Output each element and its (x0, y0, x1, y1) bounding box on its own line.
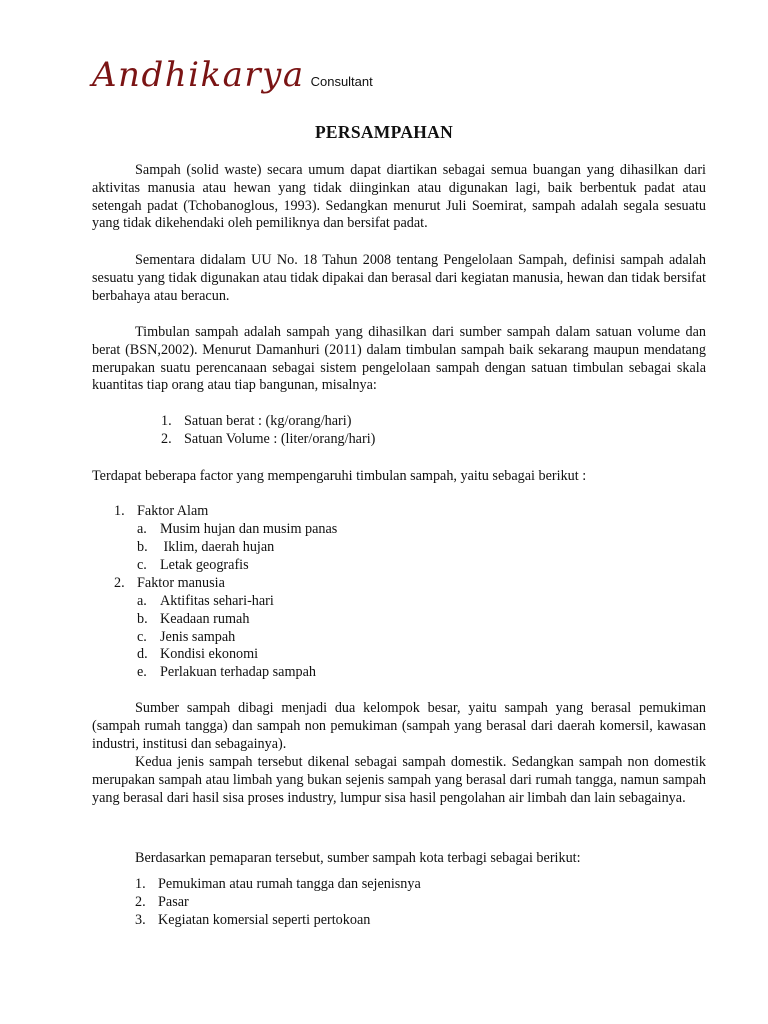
city-sources-intro: Berdasarkan pemaparan tersebut, sumber sampah kota terbagi sebagai berikut: (135, 850, 581, 866)
sub-list-item (137, 539, 274, 557)
paragraph-domestic: Kedua jenis sampah tersebut dikenal sebagai sampah domestik. Sedangkan sampah non domestik merupakan sampah atau limbah yang bukan sejenis sampah yang berasal dari rumah tangga, namun sampah yang berasal dari hasil sisa proses industry, lumpur sisa hasil pengolahan air limbah dan lain sebagainya. (92, 754, 706, 806)
list-item (114, 575, 225, 593)
list-item (114, 503, 208, 521)
sub-list-letter: a. (137, 593, 147, 609)
sub-list-letter: c. (137, 629, 147, 645)
list-number: 1. (114, 503, 125, 519)
sub-list-text: Musim hujan dan musim panas (160, 521, 338, 537)
page-title: PERSAMPAHAN (314, 122, 454, 142)
list-text: Kegiatan komersial seperti pertokoan (158, 912, 371, 928)
sub-list-letter: a. (137, 521, 147, 537)
sub-list-item (137, 521, 337, 539)
sub-list-text: Kondisi ekonomi (160, 646, 259, 662)
brand-subtitle: Consultant (310, 74, 373, 89)
sub-list-letter: c. (137, 557, 147, 573)
list-text: Satuan Volume : (liter/orang/hari) (184, 431, 376, 447)
paragraph-law: Sementara didalam UU No. 18 Tahun 2008 tentang Pengelolaan Sampah, definisi sampah adalah sesuatu yang tidak digunakan atau tidak dipakai dan berasal dari kegiatan manusia, hewan dan tidak bersifat berbahaya atau beracun. (92, 252, 706, 304)
sub-list-item (137, 611, 249, 629)
sub-list-text: Letak geografis (160, 557, 249, 573)
list-item (135, 912, 370, 930)
header-logo (92, 55, 373, 95)
paragraph-timbulan: Timbulan sampah adalah sampah yang dihasilkan dari sumber sampah dalam satuan volume dan berat (BSN,2002). Menurut Damanhuri (2011) dalam timbulan sampah baik sekarang maupun mendatang merupakan suatu perencanaan sebagai sistem pengelolaan sampah dengan satuan timbulan sebagai skala kuantitas tiap orang atau tiap bangunan, misalnya: (92, 324, 706, 394)
sub-list-letter: d. (137, 646, 148, 662)
sub-list-text: Keadaan rumah (160, 611, 250, 627)
sub-list-item (137, 629, 235, 647)
sub-list-letter: b. (137, 611, 148, 627)
sub-list-letter: e. (137, 664, 147, 680)
list-number: 1. (161, 413, 172, 429)
sub-list-text: Iklim, daerah hujan (160, 539, 275, 555)
sub-list-item (137, 557, 249, 575)
list-number: 2. (114, 575, 125, 591)
list-number: 2. (135, 894, 146, 910)
paragraph-definition: Sampah (solid waste) secara umum dapat diartikan sebagai semua buangan yang dihasilkan dari aktivitas manusia atau hewan yang tidak diinginkan atau digunakan lagi, baik berbentuk padat atau setengah padat (Tchobanoglous, 1993). Sedangkan menurut Juli Soemirat, sampah adalah segala sesuatu yang tidak dikehendaki oleh pemiliknya dan bersifat padat. (92, 162, 706, 232)
sub-list-item (137, 593, 274, 611)
sub-list-text: Aktifitas sehari-hari (160, 593, 274, 609)
list-text: Faktor manusia (137, 575, 225, 591)
sub-list-text: Jenis sampah (160, 629, 236, 645)
list-item (161, 413, 351, 431)
list-text: Faktor Alam (137, 503, 209, 519)
list-text: Pemukiman atau rumah tangga dan sejenisnya (158, 876, 421, 892)
list-number: 2. (161, 431, 172, 447)
factors-intro: Terdapat beberapa factor yang mempengaruhi timbulan sampah, yaitu sebagai berikut : (92, 468, 587, 484)
sub-list-item (137, 646, 258, 664)
list-number: 1. (135, 876, 146, 892)
sub-list-text: Perlakuan terhadap sampah (160, 664, 317, 680)
paragraph-sources: Sumber sampah dibagi menjadi dua kelompok besar, yaitu sampah yang berasal pemukiman (sampah rumah tangga) dan sampah non pemukiman (sampah yang berasal dari daerah komersil, kawasan industri, institusi dan sebagainya). (92, 700, 706, 752)
list-item (135, 876, 421, 894)
list-item (135, 894, 189, 912)
list-number: 3. (135, 912, 146, 928)
brand-name: Andhikarya (92, 55, 305, 95)
list-text: Pasar (158, 894, 189, 910)
sub-list-letter: b. (137, 539, 148, 555)
list-text: Satuan berat : (kg/orang/hari) (184, 413, 352, 429)
list-item (161, 431, 375, 449)
sub-list-item (137, 664, 316, 682)
